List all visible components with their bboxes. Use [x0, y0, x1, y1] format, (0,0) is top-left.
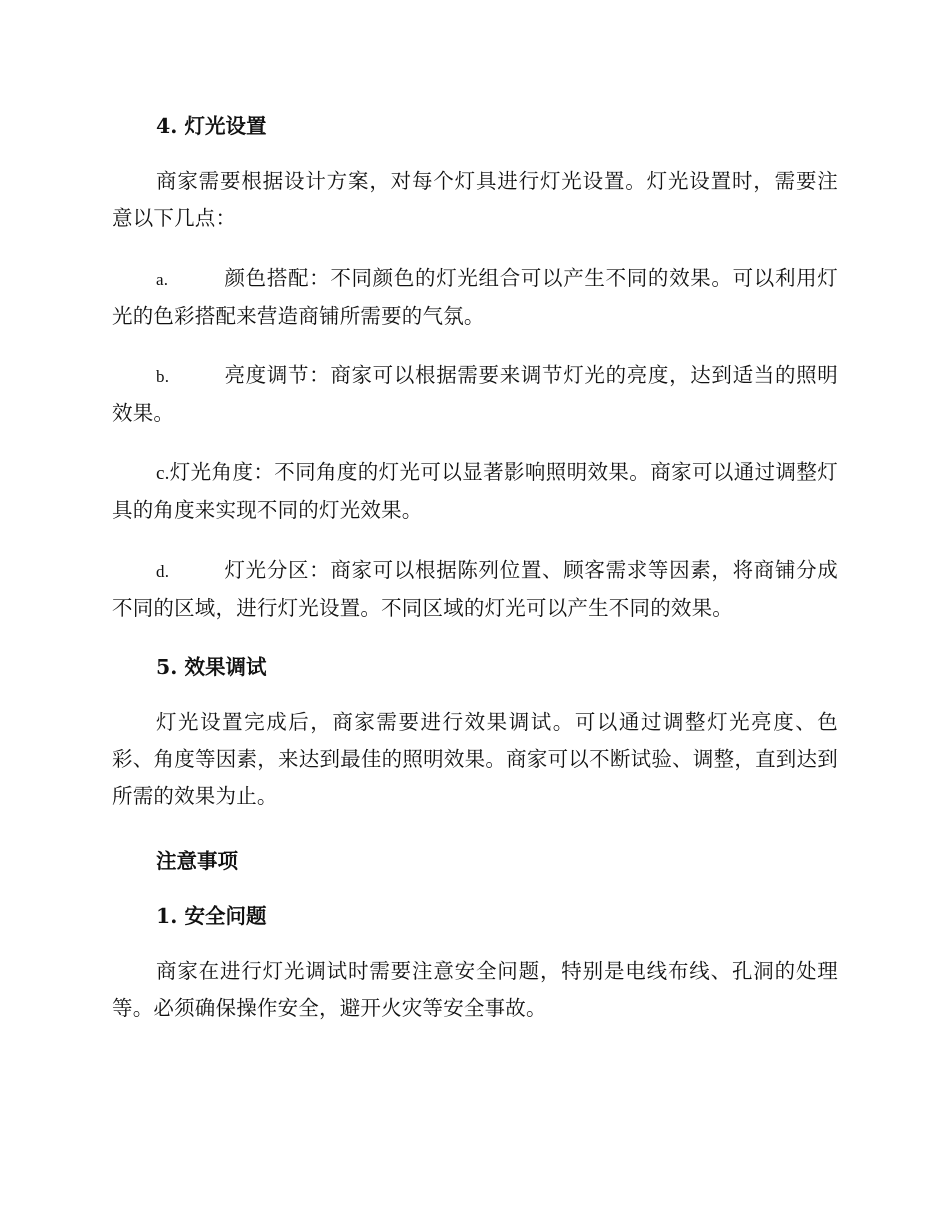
list-marker-b: b. [156, 367, 170, 386]
list-marker-c: c. [156, 463, 170, 484]
list-text-d: 灯光分区：商家可以根据陈列位置、顾客需求等因素，将商铺分成不同的区域，进行灯光设置。不同区域的灯光可以产生不同的效果。 [112, 558, 838, 620]
notes-heading: 注意事项 [156, 849, 238, 873]
list-text-a: 颜色搭配：不同颜色的灯光组合可以产生不同的效果。可以利用灯光的色彩搭配来营造商铺所需要的气氛。 [112, 266, 838, 328]
section-5-heading: 5. 效果调试 [156, 655, 267, 679]
list-marker-d: d. [156, 562, 170, 581]
list-text-b: 亮度调节：商家可以根据需要来调节灯光的亮度，达到适当的照明效果。 [112, 363, 838, 425]
notes-sub1-paragraph: 商家在进行灯光调试时需要注意安全问题，特别是电线布线、孔洞的处理等。必须确保操作安全，避开火灾等安全事故。 [112, 959, 838, 1020]
list-text-c: 灯光角度：不同角度的灯光可以显著影响照明效果。商家可以通过调整灯具的角度来实现不同的灯光效果。 [112, 460, 838, 522]
section-4-intro: 商家需要根据设计方案，对每个灯具进行灯光设置。灯光设置时，需要注意以下几点： [112, 169, 838, 230]
list-item-c [112, 454, 838, 529]
section-5-paragraph: 灯光设置完成后，商家需要进行效果调试。可以通过调整灯光亮度、色彩、角度等因素，来达到最佳的照明效果。商家可以不断试验、调整，直到达到所需的效果为止。 [112, 710, 838, 808]
list-item-d [112, 552, 838, 627]
notes-sub1-heading: 1. 安全问题 [156, 904, 267, 928]
section-4-heading: 4. 灯光设置 [156, 114, 267, 138]
list-item-b [112, 357, 838, 432]
list-item-a [112, 260, 838, 335]
list-marker-a: a. [156, 270, 169, 289]
